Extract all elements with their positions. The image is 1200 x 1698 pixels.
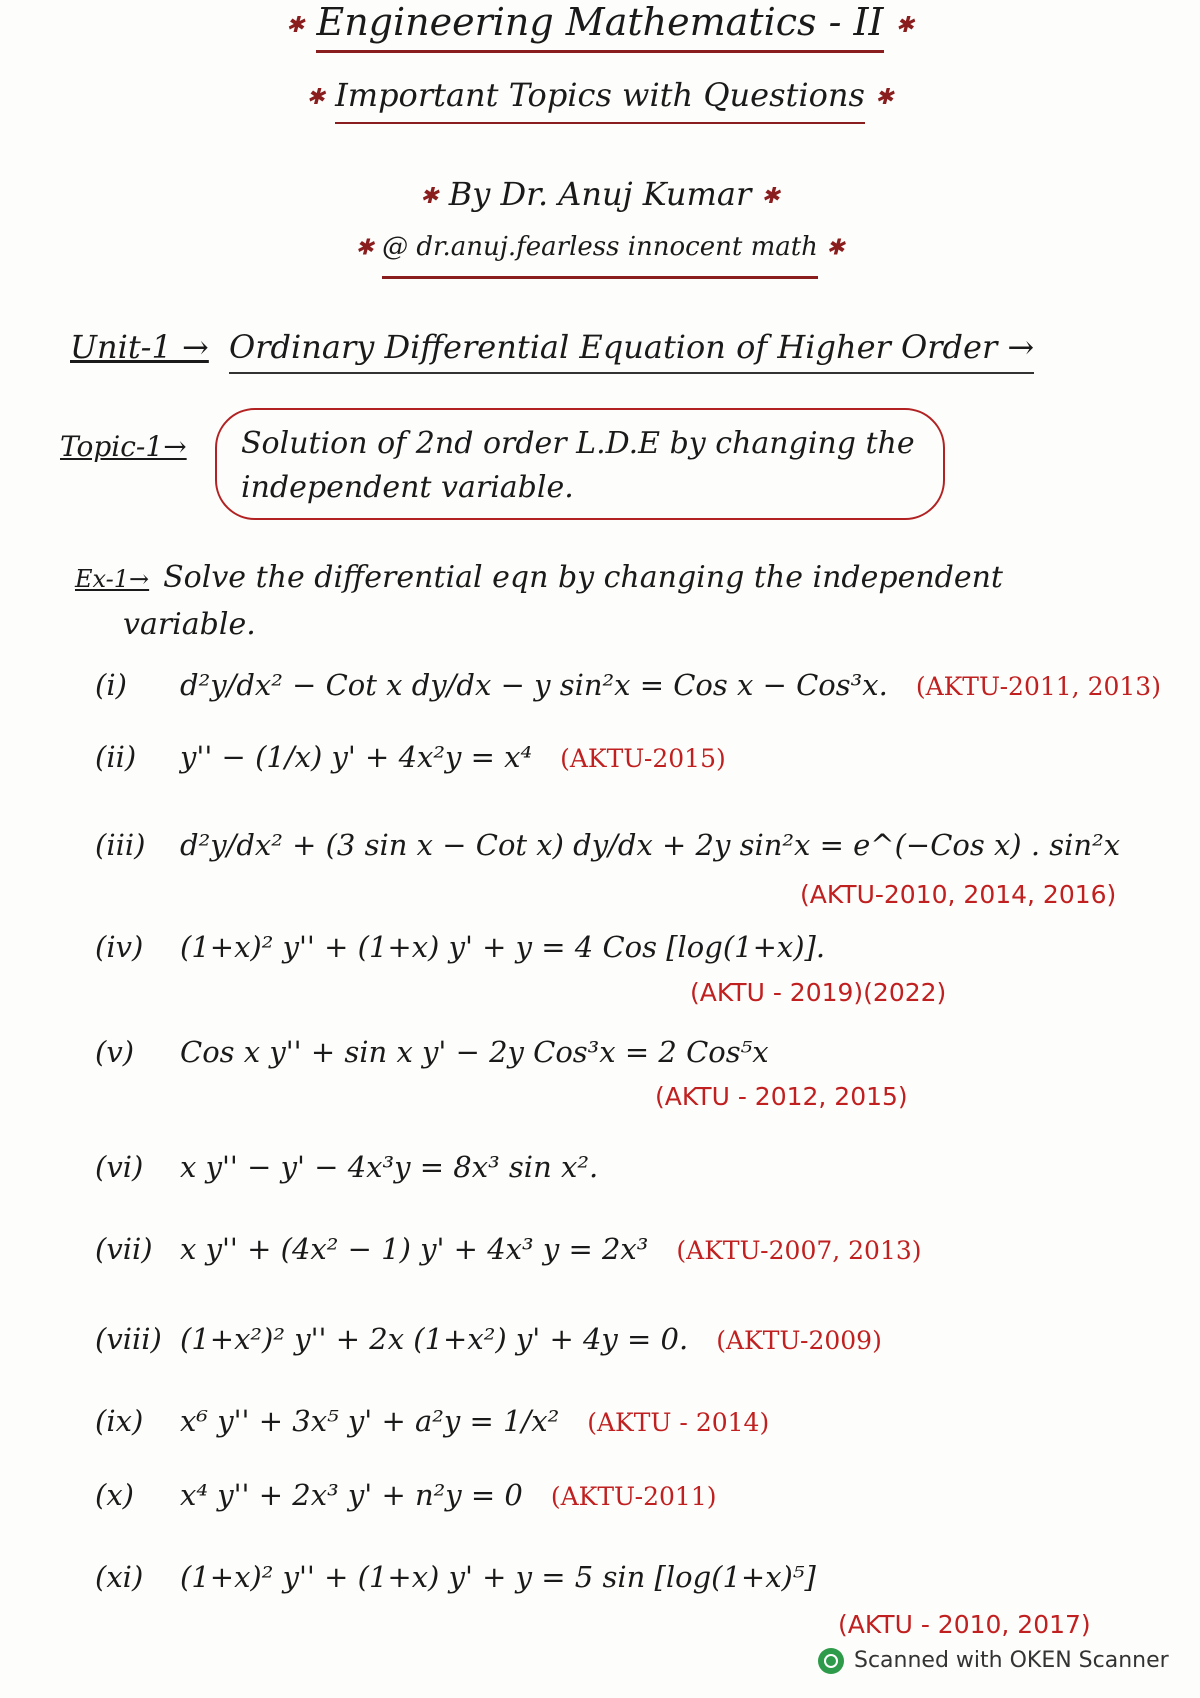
question-reference: (AKTU - 2012, 2015) [655, 1082, 908, 1111]
social-handle-row [0, 232, 1200, 262]
question-reference: (AKTU-2009) [716, 1326, 882, 1355]
star-icon: ✱ [895, 13, 915, 38]
question-expression: x y'' + (4x² − 1) y' + 4x³ y = 2x³ [180, 1232, 649, 1266]
question-expression: y'' − (1/x) y' + 4x²y = x⁴ [180, 740, 533, 774]
question-expression: x⁶ y'' + 3x⁵ y' + a²y = 1/x² [180, 1404, 560, 1438]
question-number: (iv) [95, 930, 144, 964]
question-number: (xi) [95, 1560, 144, 1594]
scanner-text: Scanned with OKEN Scanner [854, 1648, 1169, 1673]
star-icon: ✱ [285, 13, 305, 38]
social-handle: @ dr.anuj.fearless innocent math [382, 232, 818, 279]
question-item [95, 828, 1175, 862]
question-expression: (1+x)² y'' + (1+x) y' + y = 5 sin [log(1+x)⁵] [180, 1560, 816, 1594]
question-expression: x⁴ y'' + 2x³ y' + n²y = 0 [180, 1478, 523, 1512]
unit-title: Ordinary Differential Equation of Higher Order → [229, 328, 1034, 374]
question-item [95, 1322, 1175, 1356]
scanner-logo-icon [818, 1648, 844, 1674]
question-reference: (AKTU-2010, 2014, 2016) [800, 880, 1117, 909]
document-subtitle: Important Topics with Questions [335, 76, 865, 124]
question-item [95, 1478, 1175, 1512]
question-reference: (AKTU - 2010, 2017) [838, 1610, 1091, 1639]
question-number: (x) [95, 1478, 134, 1512]
question-number: (iii) [95, 828, 146, 862]
question-reference: (AKTU-2015) [560, 744, 726, 773]
question-item [95, 1232, 1175, 1266]
question-number: (v) [95, 1035, 135, 1069]
question-number: (i) [95, 668, 127, 702]
question-item [95, 1560, 1175, 1594]
question-expression: x y'' − y' − 4x³y = 8x³ sin x². [180, 1150, 599, 1184]
question-reference: (AKTU-2007, 2013) [676, 1236, 922, 1265]
exercise-instruction [75, 555, 1155, 648]
question-expression: d²y/dx² − Cot x dy/dx − y sin²x = Cos x − Cos³x. [180, 668, 888, 702]
question-reference: (AKTU - 2014) [587, 1408, 770, 1437]
question-number: (vi) [95, 1150, 144, 1184]
question-expression: (1+x)² y'' + (1+x) y' + y = 4 Cos [log(1+x)]. [180, 930, 826, 964]
topic-box [215, 408, 945, 520]
document-title-row [0, 0, 1200, 44]
exercise-line-1: Solve the differential eqn by changing the independent [163, 560, 1003, 595]
question-item [95, 740, 1175, 774]
topic-label: Topic-1→ [60, 430, 187, 463]
exercise-label: Ex-1→ [75, 565, 150, 593]
question-item [95, 1404, 1175, 1438]
subtitle-row [0, 76, 1200, 114]
topic-text: Solution of 2nd order L.D.E by changing the independent variable. [241, 426, 915, 505]
star-icon: ✱ [875, 85, 894, 110]
unit-label: Unit-1 → [70, 328, 209, 366]
question-number: (ii) [95, 740, 137, 774]
unit-heading [70, 328, 1034, 366]
scanner-watermark [818, 1648, 1169, 1674]
question-reference: (AKTU - 2019)(2022) [690, 978, 947, 1007]
question-expression: Cos x y'' + sin x y' − 2y Cos³x = 2 Cos⁵x [180, 1035, 769, 1069]
question-number: (ix) [95, 1404, 144, 1438]
star-icon: ✱ [355, 235, 374, 261]
author-row [0, 175, 1200, 213]
question-number: (viii) [95, 1322, 162, 1356]
question-reference: (AKTU-2011) [550, 1482, 717, 1511]
question-expression: d²y/dx² + (3 sin x − Cot x) dy/dx + 2y sin²x = e^(−Cos x) . sin²x [180, 828, 1121, 862]
star-icon: ✱ [826, 235, 845, 261]
question-item [95, 1035, 1175, 1069]
exercise-line-2: variable. [123, 607, 256, 642]
star-icon: ✱ [306, 85, 325, 110]
question-reference: (AKTU-2011, 2013) [915, 672, 1161, 701]
star-icon: ✱ [761, 184, 780, 209]
document-title: Engineering Mathematics - II [316, 0, 883, 53]
star-icon: ✱ [420, 184, 439, 209]
question-item [95, 930, 1175, 964]
author-name: By Dr. Anuj Kumar [448, 175, 752, 213]
question-item [95, 1150, 1175, 1184]
question-number: (vii) [95, 1232, 153, 1266]
question-item [95, 668, 1175, 702]
question-expression: (1+x²)² y'' + 2x (1+x²) y' + 4y = 0. [180, 1322, 689, 1356]
